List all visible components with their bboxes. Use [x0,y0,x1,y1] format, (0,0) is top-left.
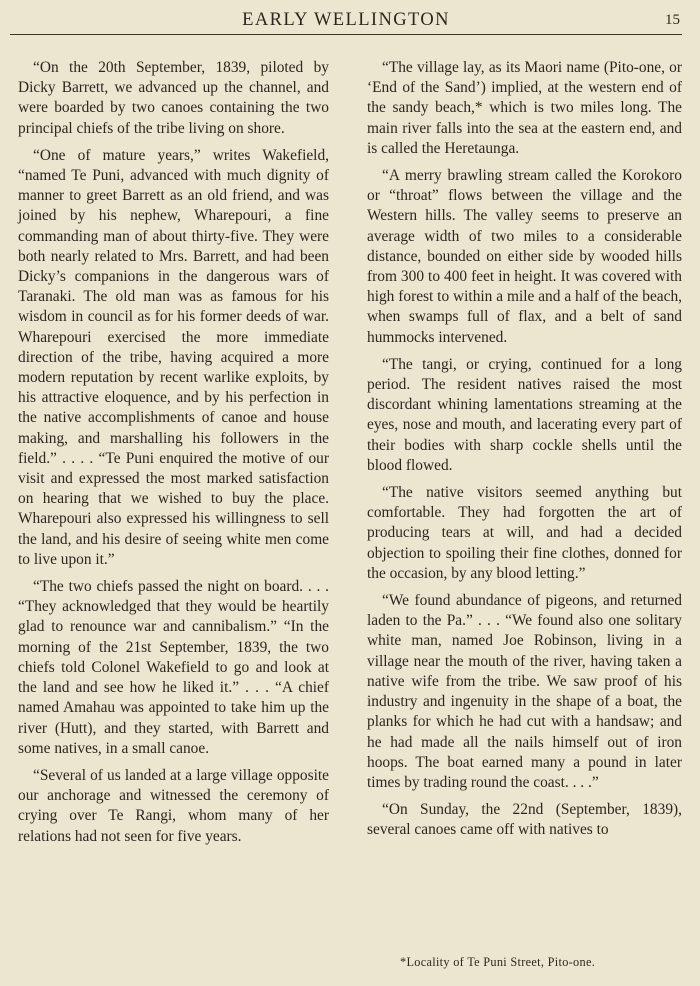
paragraph: “The village lay, as its Maori name (Pito-one, or ‘End of the Sand’) implied, at the western end of the sandy beach,* which is two miles long. The main river falls into the sea at the eastern end, and is called the Heretaunga. [367,59,682,157]
right-column [367,58,682,848]
paragraph: “Several of us landed at a large village opposite our anchorage and witnessed the ceremony of crying over Te Rangi, whom many of her relations had not seen for five years. [18,766,329,845]
paragraph: “One of mature years,” writes Wakefield, “named Te Puni, advanced with much dignity of manner to greet Barrett as an old friend, and was joined by his nephew, Wharepouri, a fine commanding man of about thirty-five. They were both nearly related to Mrs. Barrett, and had been Dicky’s companions in the dangerous wars of Taranaki. The old man was as famous for his wisdom in council as for his former deeds of war. Wharepouri exercised the more immediate direction of the tribe, having acquired a more modern reputation by recent warlike exploits, by his attractive eloquence, and by his perfection in the native accomplishments of canoe and house making, and marshalling his followers in the field.” . . . . “Te Puni enquired the motive of our visit and expressed the most marked satisfaction on hearing that we wished to buy the place. Wharepouri also expressed his willingness to sell the land, and his desire of seeing white men come to live upon it.” [18,146,329,568]
paragraph: “The tangi, or crying, continued for a long period. The resident natives raised the most discordant whining lamentations streaming at the eyes, nose and mouth, and lacerating every part of their bodies with sharp cockle shells until the blood flowed. [367,355,682,474]
running-title: EARLY WELLINGTON [242,10,450,30]
paragraph: “The two chiefs passed the night on board. . . . “They acknowledged that they would be heartily glad to renounce war and cannibalism.” “In the morning of the 21st September, 1839, the two chiefs told Colonel Wakefield to go and look at the land and see how he liked it.” . . . “A chief named Amahau was appointed to take him up the river (Hutt), and they started, with Barrett and some natives, in a small canoe. [18,578,329,757]
paragraph: “We found abundance of pigeons, and returned laden to the Pa.” . . . “We found also one solitary white man, named Joe Robinson, living in a village near the mouth of the river, having taken a native wife from the tribe. We saw proof of his industry and ingenuity in the shape of a boat, the planks for which he had cut with a handsaw; and he had made all the nails himself out of iron hoops. The boat earned many a pound in later times by trading round the coast. . . .” [367,592,682,791]
running-header [10,6,682,35]
paragraph: “The native visitors seemed anything but comfortable. They had forgotten the art of producing tears at will, and had a decided objection to spoiling their fine clothes, donned for the occasion, by any blood letting.” [367,484,682,582]
left-column [18,58,329,854]
paragraph: “On the 20th September, 1839, piloted by Dicky Barrett, we advanced up the channel, and were boarded by two canoes containing the two principal chiefs of the tribe living on shore. [18,59,329,137]
page-number: 15 [665,12,680,28]
paragraph: “A merry brawling stream called the Korokoro or “throat” flows between the village and the Western hills. The valley seems to preserve an average width of two miles to a considerable distance, bounded on either side by wooded hills from 300 to 400 feet in height. It was covered with high forest to within a mile and a half of the beach, when swamps full of flax, and a belt of sand hummocks intervened. [367,167,682,346]
paragraph: “On Sunday, the 22nd (September, 1839), several canoes came off with natives to [367,801,682,839]
footnote: *Locality of Te Puni Street, Pito-one. [400,955,596,969]
